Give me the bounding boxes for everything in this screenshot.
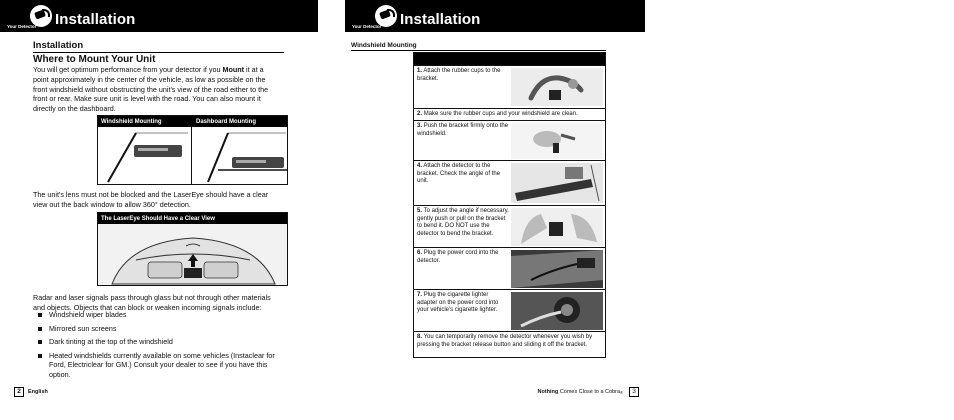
step-5	[414, 205, 605, 247]
intro-text-end: it at a point approximately in the center of the vehicle, as low as possible on the front windshield without obstructing the unit's view of the road either to the front or rear. Make sure unit is level with the road. You can also mount it directly on the dashboard.	[33, 65, 269, 114]
list-item: Mirrored sun screens	[38, 324, 283, 334]
step-text: Plug the power cord into the detector.	[417, 250, 499, 264]
step-text: Attach the rubber cups to the bracket.	[417, 68, 501, 82]
step-number: 4.	[417, 163, 423, 169]
lens-paragraph: The unit's lens must not be blocked and the LaserEye should have a clear view out the back window to allow 360° detection.	[33, 190, 269, 209]
header-title: Installation	[400, 11, 481, 28]
section-title: Windshield Mounting	[351, 42, 606, 51]
radar-paragraph: Radar and laser signals pass through glass but not through other materials and objects. Objects that can block or weaken incoming signals include:	[33, 293, 271, 312]
left-page	[0, 0, 318, 420]
step-text: You can temporarily remove the detector whenever you wish by pressing the bracket release button and sliding it off the bracket.	[417, 334, 593, 348]
detector-attach-photo	[511, 163, 603, 203]
step-number: 8.	[417, 334, 423, 340]
step-number: 5.	[417, 208, 423, 214]
page-number: 3	[629, 387, 639, 397]
figure-label-clear-view: The LaserEye Should Have a Clear View	[98, 213, 287, 224]
cigarette-lighter-photo	[511, 292, 603, 330]
intro-paragraph	[33, 65, 278, 114]
bend-bracket-photo	[511, 208, 603, 246]
power-cord-photo	[511, 250, 603, 288]
step-text: Push the bracket firmly onto the windshield.	[417, 123, 509, 137]
left-footer	[14, 387, 48, 397]
bracket-photo	[511, 123, 603, 159]
step-3	[414, 120, 605, 160]
right-footer	[538, 387, 640, 397]
list-item: Windshield wiper blades	[38, 310, 283, 320]
step-number: 7.	[417, 292, 423, 298]
car-interior-illustration	[98, 224, 288, 286]
header-tag: Your Detector	[352, 24, 382, 29]
mounting-figure	[97, 115, 288, 185]
slogan-text: Comes Close to a Cobra	[559, 389, 621, 395]
page-number: 2	[14, 387, 24, 397]
subheading: Where to Mount Your Unit	[33, 54, 156, 65]
list-item: Heated windshields currently available on some vehicles (Instaclear for Ford, Electriclear for GM.) Consult your dealer to see if you have this option.	[38, 351, 283, 380]
header-bar	[0, 0, 318, 32]
step-7	[414, 289, 605, 331]
step-text: Make sure the rubber cups and your windshield are clean.	[423, 111, 578, 117]
step-text: To adjust the angle if necessary, gently push or pull on the bracket to bend it. DO NOT use the detector to bend the bracket.	[417, 208, 509, 237]
intro-text: You will get optimum performance from your detector if you	[33, 65, 223, 74]
step-2	[414, 108, 605, 120]
step-1	[414, 65, 605, 108]
clear-view-figure	[97, 212, 288, 286]
footer-language: English	[28, 389, 48, 395]
figure-label-windshield: Windshield Mounting	[98, 116, 287, 127]
step-8	[414, 331, 605, 357]
step-number: 2.	[417, 111, 423, 117]
section-title: Installation	[33, 40, 284, 53]
step-text: Attach the detector to the bracket. Check the angle of the unit.	[417, 163, 501, 184]
figure-label-dashboard: Dashboard Mounting	[196, 118, 256, 125]
step-number: 3.	[417, 123, 423, 129]
list-item: Dark tinting at the top of the windshield	[38, 337, 283, 347]
step-6	[414, 247, 605, 289]
slogan-bold: Nothing	[537, 389, 559, 395]
steps-header-bar	[414, 53, 605, 65]
mounting-illustration	[98, 127, 288, 185]
trademark-mark: ®	[620, 389, 623, 395]
header-tag: Your Detector	[7, 24, 37, 29]
step-text: Plug the cigarette lighter adapter on the power cord into your vehicle's cigarette lighter.	[417, 292, 499, 313]
right-page	[345, 0, 645, 420]
detector-icon	[184, 268, 202, 278]
rubber-cup-photo	[511, 68, 603, 106]
header-bar	[345, 0, 645, 32]
step-number: 6.	[417, 250, 423, 256]
installation-steps	[413, 52, 606, 358]
step-4	[414, 160, 605, 205]
intro-bold: Mount	[222, 65, 245, 74]
header-title: Installation	[55, 11, 136, 28]
step-number: 1.	[417, 68, 423, 74]
blocking-objects-list	[38, 310, 283, 384]
